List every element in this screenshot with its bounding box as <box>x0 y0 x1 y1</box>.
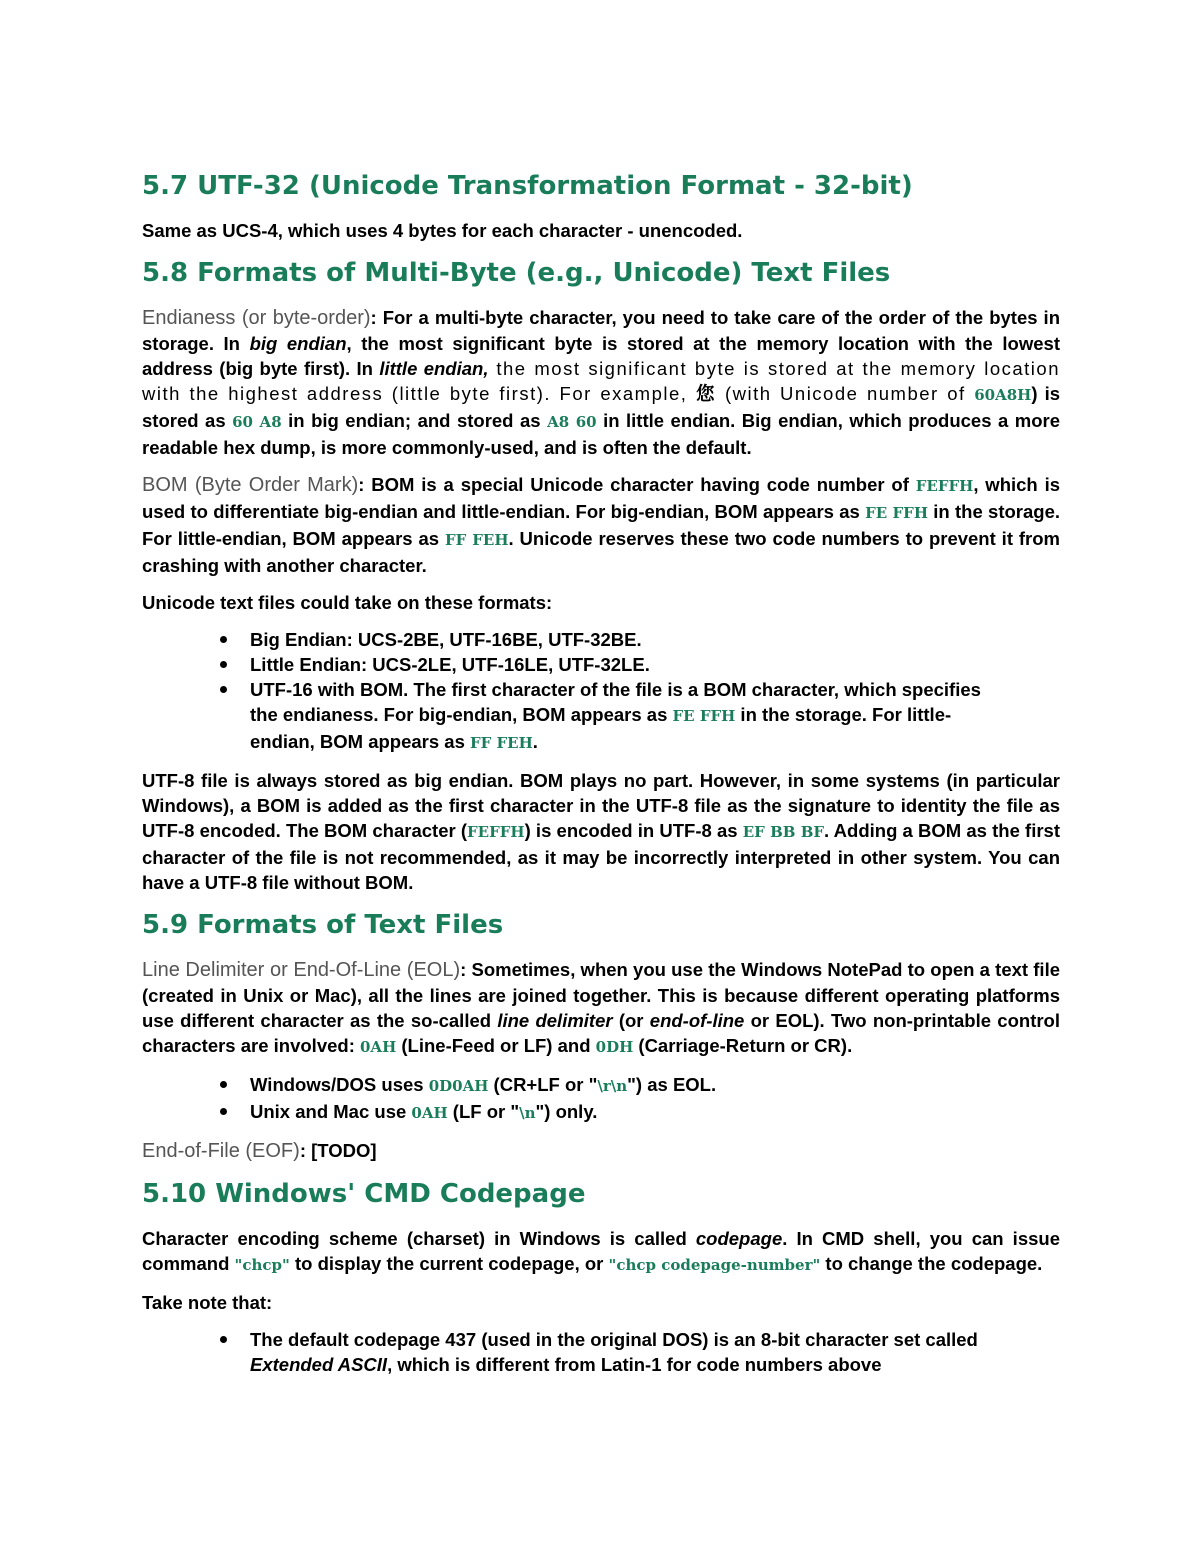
section-5-9-heading: 5.9 Formats of Text Files <box>142 910 504 940</box>
bom-term: BOM (Byte Order Mark) <box>142 474 359 496</box>
list-item: Windows/DOS uses 0D0AH (CR+LF or "\r\n") as EOL. <box>250 1072 1060 1099</box>
chinese-character: 您 <box>695 384 717 405</box>
section-5-8-heading: 5.8 Formats of Multi-Byte (e.g., Unicode) Text Files <box>142 258 891 288</box>
code-60a8h: 60A8H <box>974 386 1032 404</box>
eol-term: Line Delimiter or End-Of-Line (EOL) <box>142 959 461 981</box>
formats-intro: Unicode text files could take on these formats: <box>142 592 553 613</box>
eof-term: End-of-File (EOF) <box>142 1140 300 1162</box>
list-item: Big Endian: UCS-2BE, UTF-16BE, UTF-32BE. <box>250 627 1060 652</box>
bom-paragraph: BOM (Byte Order Mark): BOM is a special Unicode character having code number of FEFFH, which is used to differentiate big-endian and little-endian. For big-endian, BOM appears as FE FFH in the storage. For little-endian, BOM appears as FF FEH. Unicode reserves these two code numbers to prevent it from crashing with another character. <box>142 474 1061 576</box>
section-5-7-text: Same as UCS-4, which uses 4 bytes for each character - unencoded. <box>142 220 743 241</box>
eol-paragraph: Line Delimiter or End-Of-Line (EOL): Sometimes, when you use the Windows NotePad to open a text file (created in Unix or Mac), all the lines are joined together. This is because different operating platforms use different character as the so-called line delimiter (or end-of-line or EOL). Two non-printable control characters are involved: 0AH (Line-Feed or LF) and 0DH (Carriage-Return or CR). <box>142 959 1060 1056</box>
endianess-paragraph: Endianess (or byte-order): For a multi-byte character, you need to take care of the order of the bytes in storage. In big endian, the most significant byte is stored at the memory location with the lowest address (big byte first). In little endian, the most significant byte is stored at the memory location with the highest address (little byte first). For example, 您 (with Unicode number of 60A8H) is stored as 60 A8 in big endian; and stored as A8 60 in little endian. Big endian, which produces a more readable hex dump, is more commonly-used, and is often the default. <box>142 307 1061 458</box>
eof-paragraph: End-of-File (EOF): [TODO] <box>142 1140 377 1162</box>
list-item: Unix and Mac use 0AH (LF or "\n") only. <box>250 1099 1060 1126</box>
codepage-list <box>142 1327 1060 1377</box>
eol-list <box>142 1072 1060 1126</box>
code-a8-60: A8 60 <box>547 413 597 431</box>
unicode-formats-list <box>142 627 1060 756</box>
list-item: The default codepage 437 (used in the original DOS) is an 8-bit character set called Extended ASCII, which is different from Latin-1 for code numbers above <box>250 1327 1060 1377</box>
list-item: UTF-16 with BOM. The first character of the file is a BOM character, which specifies the endianess. For big-endian, BOM appears as FE FFH in the storage. For little-endian, BOM appears as FF FEH. <box>250 677 1060 756</box>
list-item: Little Endian: UCS-2LE, UTF-16LE, UTF-32LE. <box>250 652 1060 677</box>
utf8-paragraph: UTF-8 file is always stored as big endian. BOM plays no part. However, in some systems (in particular Windows), a BOM is added as the first character in the UTF-8 file as the signature to identity the file as UTF-8 encoded. The BOM character (FEFFH) is encoded in UTF-8 as EF BB BF. Adding a BOM as the first character of the file is not recommended, as it may be incorrectly interpreted in other system. You can have a UTF-8 file without BOM. <box>142 770 1060 893</box>
section-5-10-heading: 5.10 Windows' CMD Codepage <box>142 1179 586 1209</box>
page-content <box>142 168 1060 1389</box>
section-5-7-heading: 5.7 UTF-32 (Unicode Transformation Format - 32-bit) <box>142 171 913 201</box>
code-60-a8: 60 A8 <box>232 413 282 431</box>
take-note: Take note that: <box>142 1292 273 1313</box>
endianess-term: Endianess (or byte-order) <box>142 307 371 329</box>
codepage-paragraph: Character encoding scheme (charset) in Windows is called codepage. In CMD shell, you can issue command "chcp" to display the current codepage, or "chcp codepage-number" to change the codepage. <box>142 1228 1060 1274</box>
